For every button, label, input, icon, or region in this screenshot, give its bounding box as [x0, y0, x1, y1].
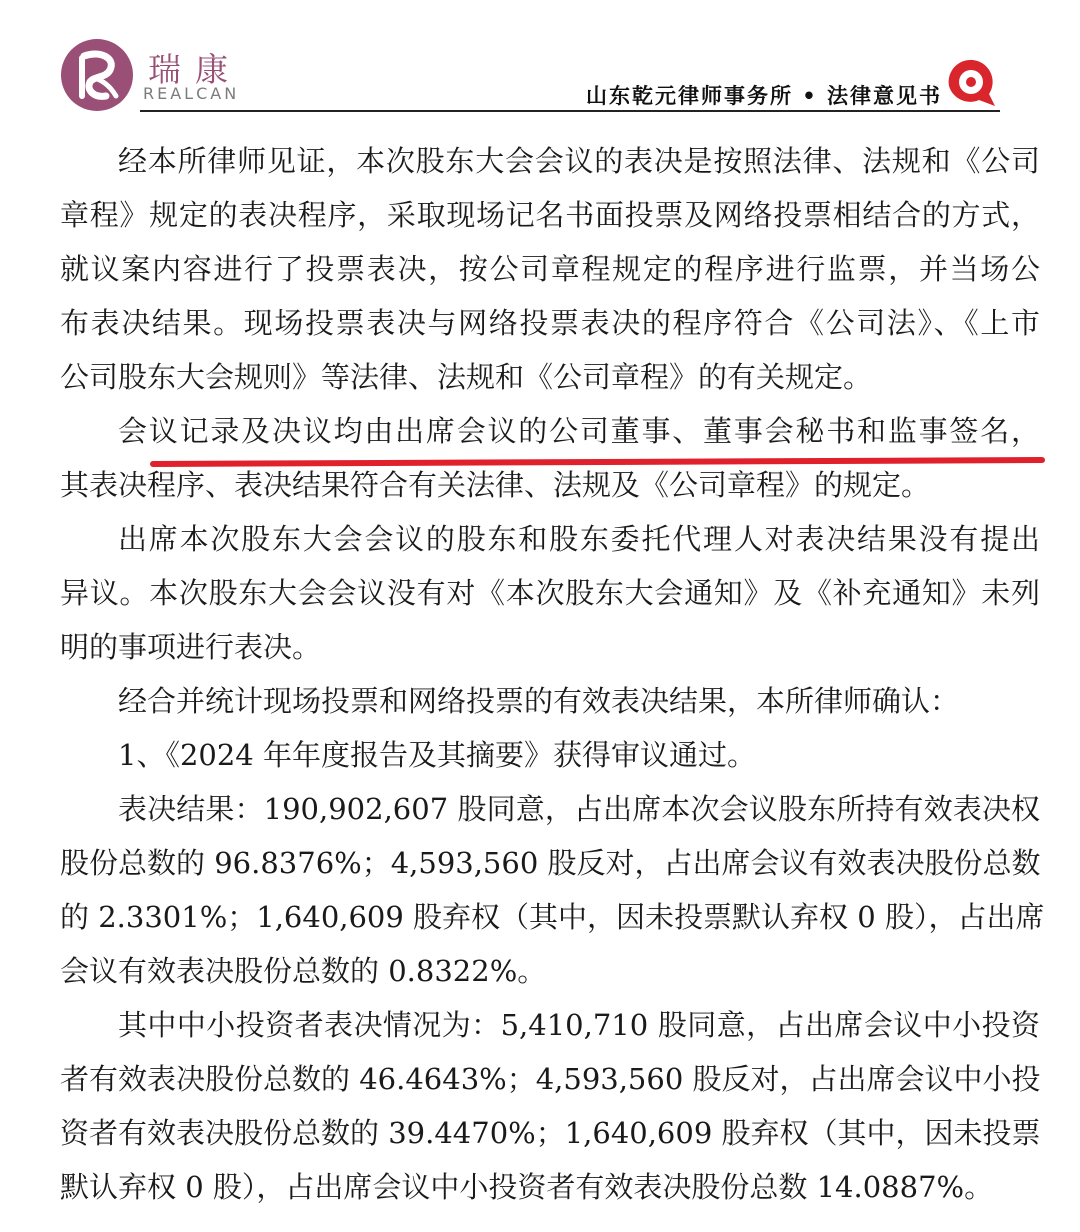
text-line: 章程》规定的表决程序，采取现场记名书面投票及网络投票相结合的方式，: [60, 198, 1040, 232]
text-line: 会议有效表决股份总数的 0.8322%。: [60, 954, 547, 988]
text-line: 其表决程序、表决结果符合有关法律、法规及《公司章程》的规定。: [60, 468, 931, 502]
text-line: 公司股东大会规则》等法律、法规和《公司章程》的有关规定。: [60, 360, 873, 394]
brand-name-en: REALCAN: [143, 84, 240, 103]
law-firm-title: 山东乾元律师事务所 • 法律意见书: [586, 84, 943, 108]
text-line-highlighted: 会议记录及决议均由出席会议的公司董事、董事会秘书和监事签名，: [118, 414, 1040, 448]
header-divider: [140, 110, 1000, 112]
text-line: 其中中小投资者表决情况为：5,410,710 股同意，占出席会议中小投资: [118, 1008, 1040, 1042]
text-line: 经本所律师见证，本次股东大会会议的表决是按照法律、法规和《公司: [118, 144, 1040, 178]
text-line: 出席本次股东大会会议的股东和股东委托代理人对表决结果没有提出: [118, 522, 1040, 556]
opinion-body: [60, 134, 1045, 1214]
text-line: 表决结果：190,902,607 股同意，占出席本次会议股东所持有效表决权: [118, 792, 1040, 826]
text-line: 默认弃权 0 股），占出席会议中小投资者有效表决股份总数 14.0887%。: [60, 1170, 994, 1204]
text-line: 股份总数的 96.8376%；4,593,560 股反对，占出席会议有效表决股份总数: [60, 846, 1041, 880]
law-firm-logo-icon: [939, 50, 1001, 112]
text-line: 资者有效表决股份总数的 39.4470%；1,640,609 股弃权（其中，因未投票: [60, 1116, 1041, 1150]
text-line: 者有效表决股份总数的 46.4643%；4,593,560 股反对，占出席会议中小投: [60, 1062, 1041, 1096]
text-line: 布表决结果。现场投票表决与网络投票表决的程序符合《公司法》、《上市: [60, 306, 1040, 340]
text-line: 1、《2024 年年度报告及其摘要》获得审议通过。: [118, 738, 756, 772]
text-line: 就议案内容进行了投票表决，按公司章程规定的程序进行监票，并当场公: [60, 252, 1040, 286]
text-line: 经合并统计现场投票和网络投票的有效表决结果，本所律师确认：: [118, 684, 960, 718]
text-line: 明的事项进行表决。: [60, 630, 322, 664]
brand-name-cn: 瑞康: [148, 50, 242, 89]
realcan-logo-icon: [60, 38, 134, 112]
text-line: 的 2.3301%；1,640,609 股弃权（其中，因未投票默认弃权 0 股），占出席: [60, 900, 1045, 934]
text-line: 异议。本次股东大会会议没有对《本次股东大会通知》及《补充通知》未列: [60, 576, 1040, 610]
document-header: [0, 0, 1080, 116]
